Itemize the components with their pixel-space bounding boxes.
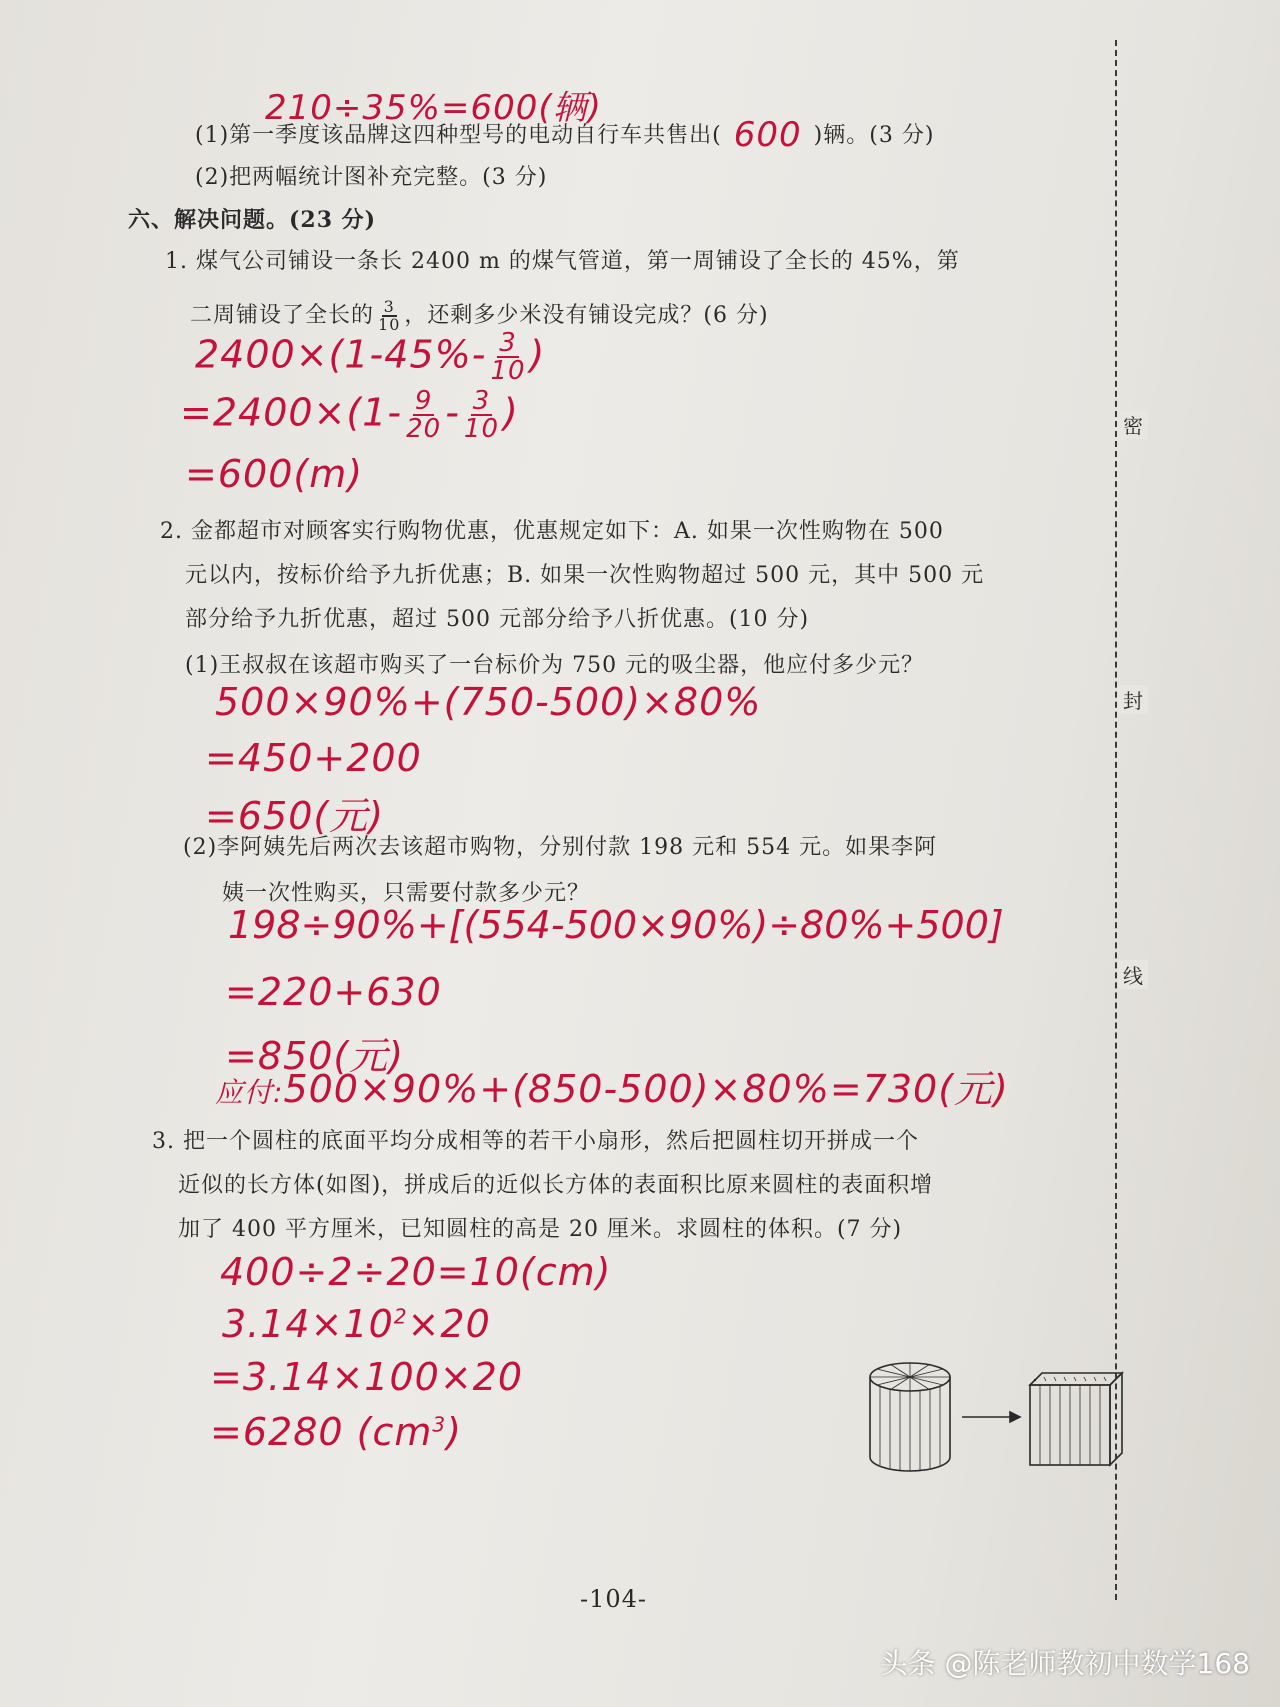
handwritten-calc-sales-total: 210÷35%=600(辆) — [265, 88, 602, 128]
handwritten-p2-step-3: =650(元) — [205, 794, 385, 838]
hw-fraction-n: 9 — [414, 386, 433, 416]
hw-p1-step2-b: ) — [503, 390, 519, 435]
hw-fraction-9-20 — [404, 388, 443, 442]
question-1-text-a: (1)第一季度该品牌这四种型号的电动自行车共售出( — [195, 123, 722, 148]
problem-2-sub-2-line-2: 姨一次性购买，只需要付款多少元？ — [222, 881, 591, 906]
problem-2-sub-2-line-1: (2)李阿姨先后两次去该超市购物，分别付款 198 元和 554 元。如果李阿 — [183, 835, 938, 860]
binding-dashed-line — [1115, 40, 1117, 1600]
problem-2-line-2: 元以内，按标价给予九折优惠；B. 如果一次性购物超过 500 元，其中 500 元 — [185, 563, 985, 588]
handwritten-label-pay: 应付: — [215, 1076, 284, 1109]
hw-fraction-n: 3 — [499, 328, 517, 358]
problem-1-line-1: 1. 煤气公司铺设一条长 2400 m 的煤气管道，第一周铺设了全长的 45%，第 — [165, 249, 960, 274]
problem-1-line-2 — [190, 298, 769, 333]
problem-3-line-2: 近似的长方体(如图)，拼成后的近似长方体的表面积比原来圆柱的表面积增 — [178, 1173, 934, 1198]
hw-fraction-3-10 — [462, 388, 501, 442]
hw-p1-step1-b: ) — [529, 332, 546, 377]
cylinder-figure — [870, 1363, 950, 1471]
hw-p3-step2-a: 3.14×10 — [222, 1302, 394, 1346]
fraction-numerator: 3 — [383, 297, 395, 316]
handwritten-p1-step-1 — [195, 330, 545, 384]
handwritten-p2-step-2: =450+200 — [205, 736, 422, 780]
section-title: 六、解决问题。(23 分) — [128, 207, 377, 233]
hw-p2-final-expr: 500×90%+(850-500)×80%=730(元) — [283, 1067, 1009, 1111]
hw-fraction-d: 20 — [406, 414, 442, 444]
fraction-3-10 — [376, 299, 402, 333]
handwritten-p1-result: =600(m) — [185, 452, 364, 496]
handwritten-p1-step-2 — [180, 388, 519, 442]
hw-p1-step2-mid: - — [445, 390, 460, 435]
hw-exponent: 3 — [432, 1412, 447, 1437]
problem-2-line-3: 部分给予九折优惠，超过 500 元部分给予八折优惠。(10 分) — [185, 607, 810, 632]
question-2-charts: (2)把两幅统计图补充完整。(3 分) — [195, 165, 548, 190]
hw-fraction-d: 10 — [490, 356, 526, 386]
hw-exponent: 2 — [393, 1304, 408, 1329]
hw-p1-step1-a: 2400×(1-45%- — [195, 332, 487, 377]
handwritten-p3-step-1: 400÷2÷20=10(cm) — [220, 1250, 612, 1294]
handwritten-p2-step-5: =220+630 — [225, 970, 442, 1014]
handwritten-p3-step-3: =3.14×100×20 — [210, 1355, 524, 1399]
cuboid-figure — [1030, 1373, 1122, 1465]
problem-2-line-1: 2. 金都超市对顾客实行购物优惠，优惠规定如下：A. 如果一次性购物在 500 — [160, 519, 944, 544]
hw-p3-result-b: ) — [446, 1410, 462, 1454]
seal-char-feng: 封 — [1118, 685, 1148, 714]
problem-1-line-2-b: ，还剩多少米没有铺设完成？(6 分) — [404, 303, 769, 328]
cylinder-to-cuboid-figure — [860, 1355, 1140, 1485]
handwritten-p2-step-1: 500×90%+(750-500)×80% — [215, 680, 762, 724]
arrow-icon — [962, 1412, 1020, 1422]
watermark: 头条 @陈老师教初中数学168 — [879, 1647, 1250, 1680]
page-number: -104- — [580, 1585, 648, 1613]
fraction-denominator: 10 — [378, 315, 401, 334]
seal-char-xian: 线 — [1118, 960, 1148, 989]
hw-fraction-n: 3 — [472, 386, 491, 416]
handwritten-p2-final — [215, 1058, 1009, 1113]
handwritten-p2-step-6: =850(元) — [225, 1034, 405, 1078]
seal-char-mi: 密 — [1118, 410, 1148, 439]
problem-3-line-3: 加了 400 平方厘米，已知圆柱的高是 20 厘米。求圆柱的体积。(7 分) — [178, 1217, 903, 1242]
question-1-sales — [195, 115, 934, 155]
handwritten-p3-step-2 — [222, 1302, 491, 1346]
handwritten-answer-600: 600 — [733, 115, 802, 155]
hw-fraction-d: 10 — [463, 414, 500, 444]
problem-1-line-2-a: 二周铺设了全长的 — [190, 303, 375, 328]
handwritten-p3-result — [210, 1410, 462, 1454]
problem-3-line-1: 3. 把一个圆柱的底面平均分成相等的若干小扇形，然后把圆柱切开拼成一个 — [152, 1129, 919, 1154]
question-1-text-b: )辆。(3 分) — [813, 123, 935, 148]
hw-p1-step2-a: =2400×(1- — [180, 390, 403, 435]
problem-2-sub-1: (1)王叔叔在该超市购买了一台标价为 750 元的吸尘器，他应付多少元？ — [185, 653, 925, 678]
handwritten-p2-step-4: 198÷90%+[(554-500×90%)÷80%+500] — [228, 903, 1004, 947]
hw-p3-step2-b: ×20 — [407, 1302, 491, 1346]
hw-fraction — [488, 330, 527, 384]
hw-p3-result-a: =6280 (cm — [210, 1410, 433, 1454]
